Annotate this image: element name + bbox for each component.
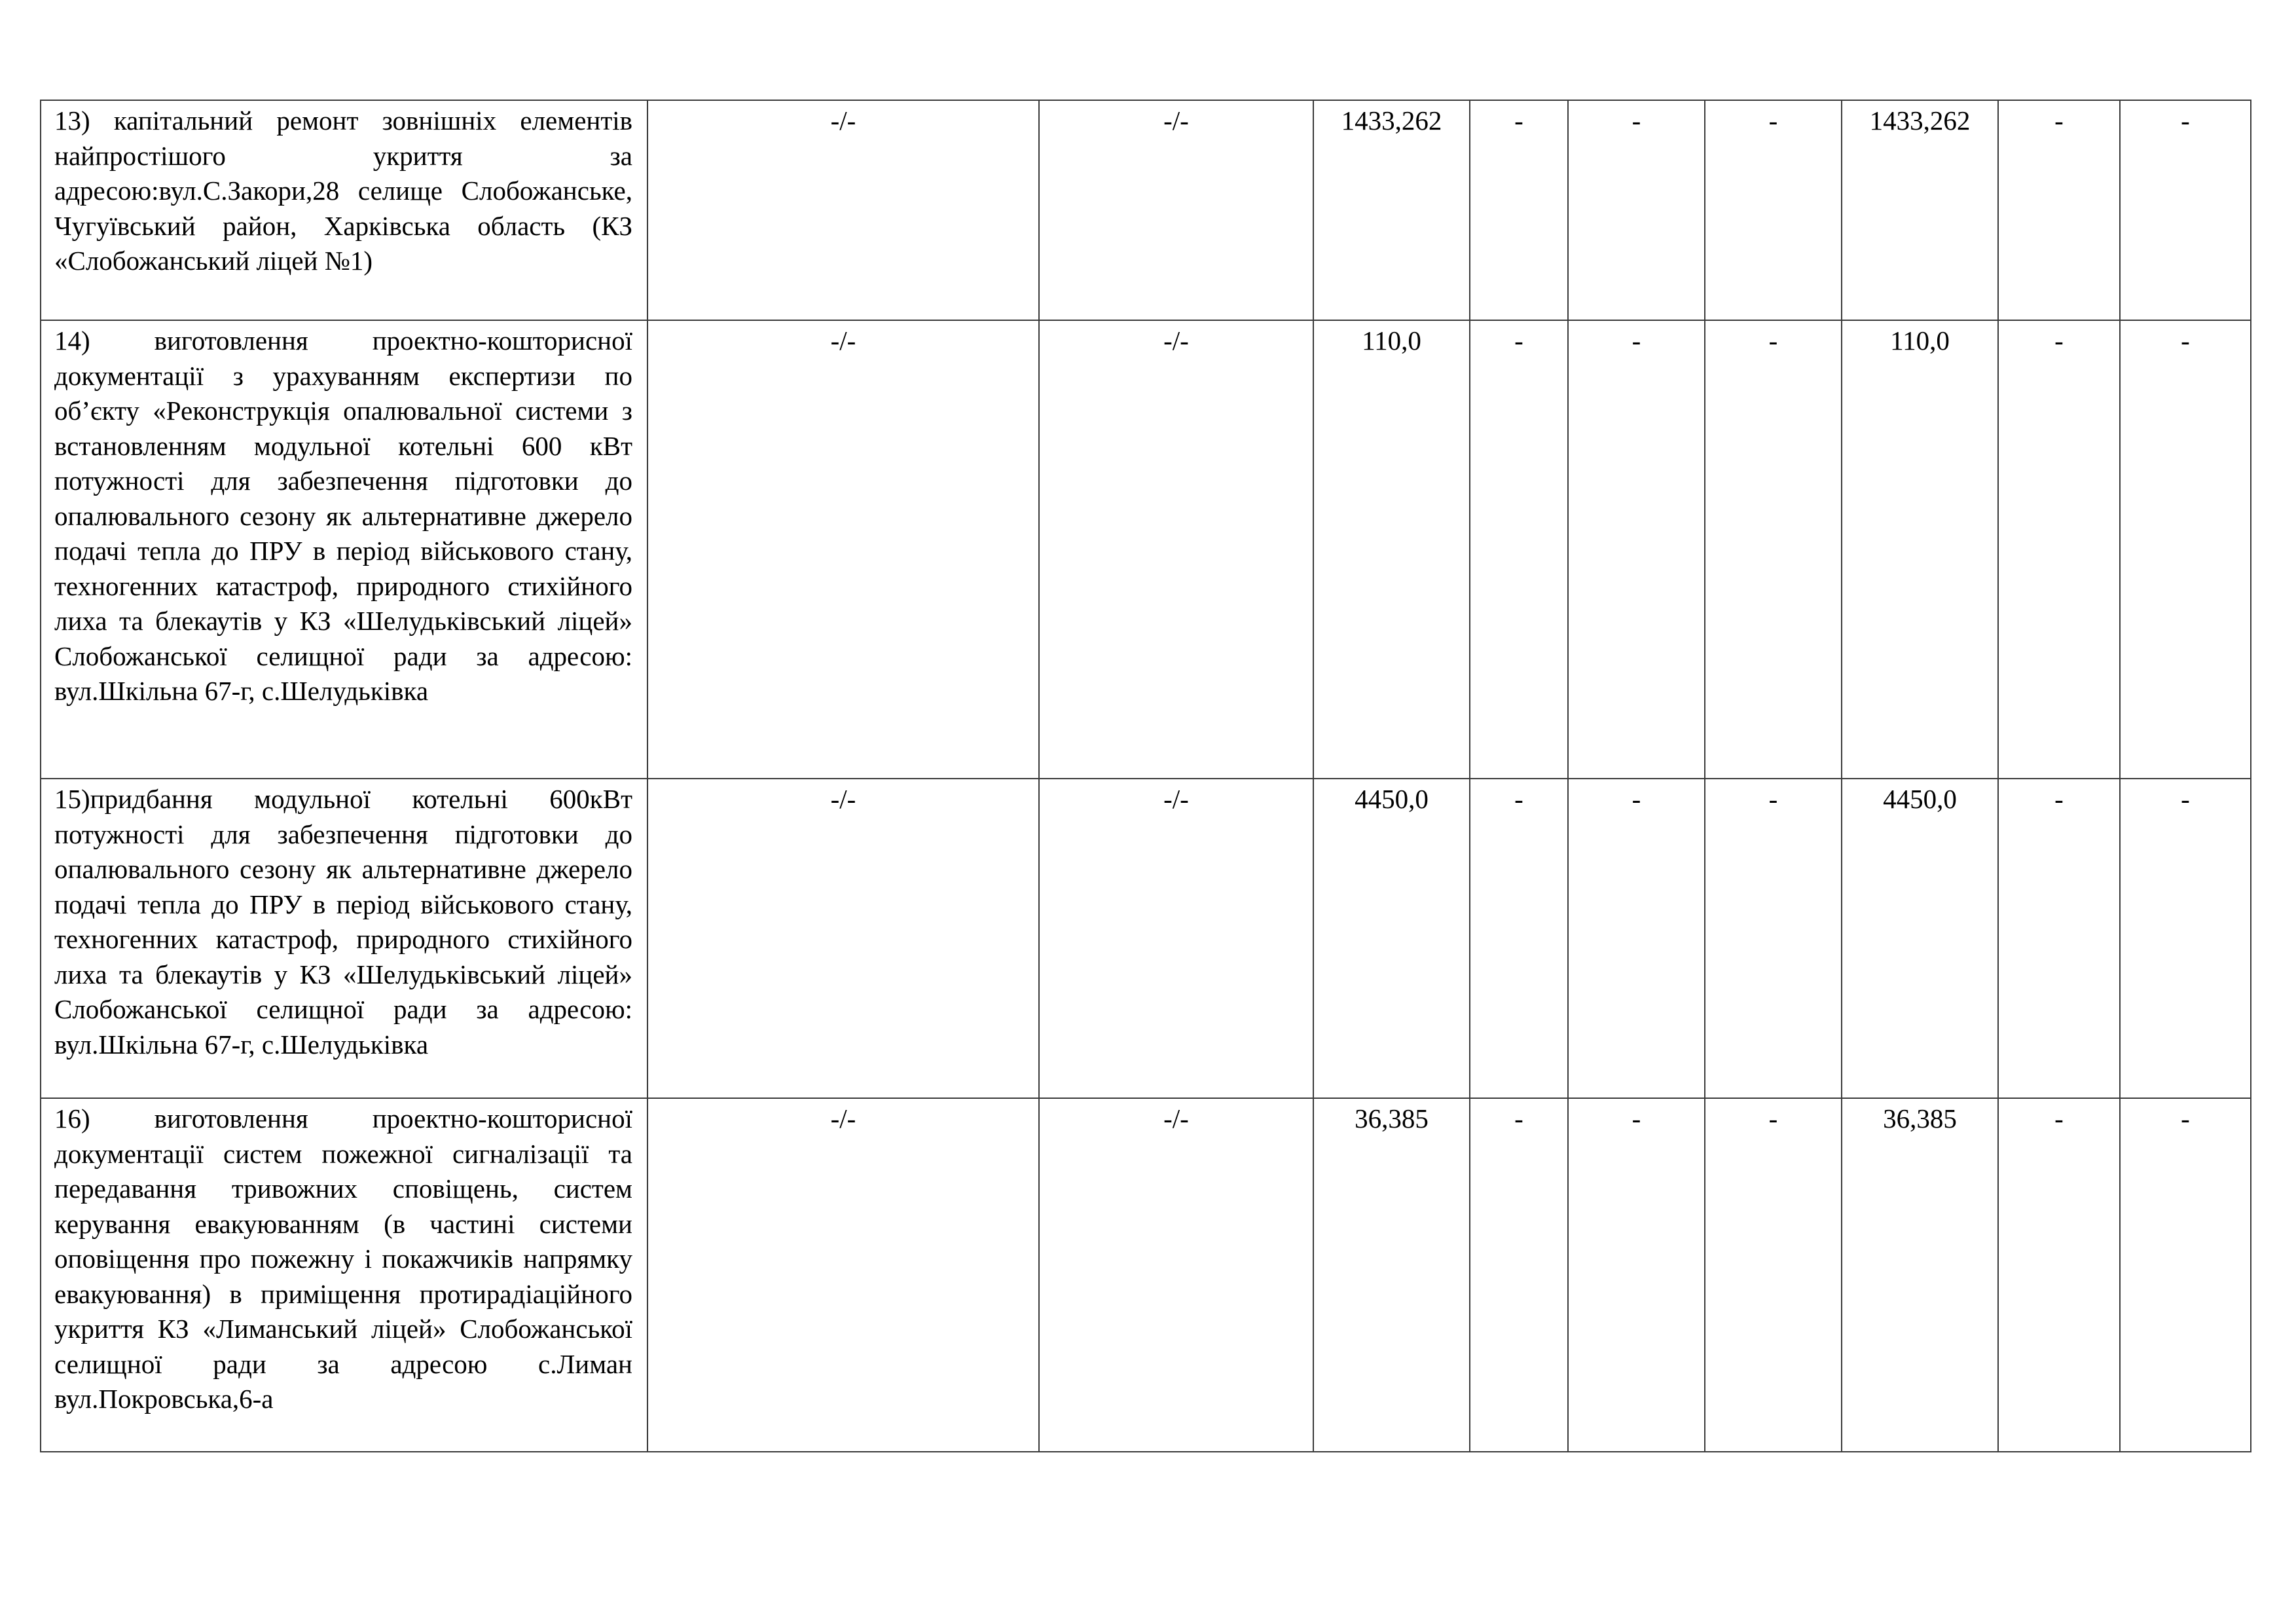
col10-value: - xyxy=(2120,100,2251,320)
table-row xyxy=(41,779,2251,1098)
total-value: 1433,262 xyxy=(1313,100,1470,320)
total-value: 36,385 xyxy=(1313,1098,1470,1452)
table-row xyxy=(41,1098,2251,1452)
col7-value: - xyxy=(1705,1098,1842,1452)
row-description: 13) капітальний ремонт зовнішніх елементів найпростішого укриття за адресою:вул.С.Закори,28 селище Слобожанське, Чугуївський район, Харківська область (КЗ «Слобожанський ліцей №1) xyxy=(41,100,647,320)
col5-value: - xyxy=(1470,779,1568,1098)
col8-value: 4450,0 xyxy=(1842,779,1998,1098)
col10-value: - xyxy=(2120,320,2251,779)
budget-table xyxy=(40,100,2251,1452)
col7-value: - xyxy=(1705,100,1842,320)
col10-value: - xyxy=(2120,1098,2251,1452)
col2-value: -/- xyxy=(647,779,1039,1098)
col8-value: 110,0 xyxy=(1842,320,1998,779)
col2-value: -/- xyxy=(647,1098,1039,1452)
col6-value: - xyxy=(1568,100,1705,320)
col3-value: -/- xyxy=(1039,779,1313,1098)
col8-value: 36,385 xyxy=(1842,1098,1998,1452)
table-row xyxy=(41,320,2251,779)
col7-value: - xyxy=(1705,320,1842,779)
col6-value: - xyxy=(1568,1098,1705,1452)
col2-value: -/- xyxy=(647,100,1039,320)
col2-value: -/- xyxy=(647,320,1039,779)
row-description: 15)придбання модульної котельні 600кВт потужності для забезпечення підготовки до опалювального сезону як альтернативне джерело подачі тепла до ПРУ в період військового стану, техногенних катастроф, природного стихійного лиха та блекаутів у КЗ «Шелудьківський ліцей» Слобожанської селищної ради за адресою: вул.Шкільна 67-г, с.Шелудьківка xyxy=(41,779,647,1098)
row-description: 14) виготовлення проектно-кошторисної документації з урахуванням експертизи по об’єкту «Реконструкція опалювальної системи з встановленням модульної котельні 600 кВт потужності для забезпечення підготовки до опалювального сезону як альтернативне джерело подачі тепла до ПРУ в період військового стану, техногенних катастроф, природного стихійного лиха та блекаутів у КЗ «Шелудьківський ліцей» Слобожанської селищної ради за адресою: вул.Шкільна 67-г, с.Шелудьківка xyxy=(41,320,647,779)
col9-value: - xyxy=(1998,320,2120,779)
col6-value: - xyxy=(1568,779,1705,1098)
total-value: 4450,0 xyxy=(1313,779,1470,1098)
table-row xyxy=(41,100,2251,320)
col9-value: - xyxy=(1998,779,2120,1098)
col3-value: -/- xyxy=(1039,320,1313,779)
col9-value: - xyxy=(1998,1098,2120,1452)
col3-value: -/- xyxy=(1039,100,1313,320)
col10-value: - xyxy=(2120,779,2251,1098)
col8-value: 1433,262 xyxy=(1842,100,1998,320)
col3-value: -/- xyxy=(1039,1098,1313,1452)
col5-value: - xyxy=(1470,1098,1568,1452)
col7-value: - xyxy=(1705,779,1842,1098)
total-value: 110,0 xyxy=(1313,320,1470,779)
col9-value: - xyxy=(1998,100,2120,320)
row-description: 16) виготовлення проектно-кошторисної документації систем пожежної сигналізації та передавання тривожних сповіщень, систем керування евакуюванням (в частині системи оповіщення про пожежну і покажчиків напрямку евакуювання) в приміщення протирадіаційного укриття КЗ «Лиманський ліцей» Слобожанської селищної ради за адресою с.Лиман вул.Покровська,6-а xyxy=(41,1098,647,1452)
col5-value: - xyxy=(1470,320,1568,779)
col6-value: - xyxy=(1568,320,1705,779)
col5-value: - xyxy=(1470,100,1568,320)
